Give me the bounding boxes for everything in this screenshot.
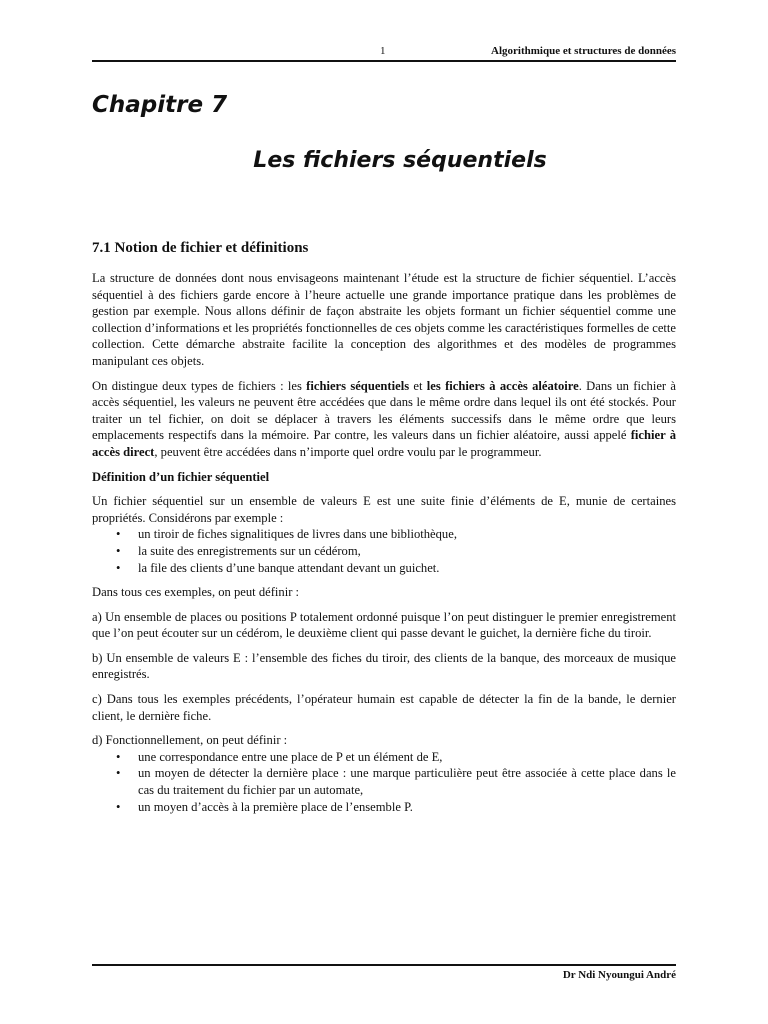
bullet-icon: • [116, 560, 121, 575]
page-number: 1 [380, 45, 386, 57]
functions-list [92, 749, 676, 815]
paragraph-definition: Un fichier séquentiel sur un ensemble de valeurs E est une suite finie d’éléments de E, munie de certaines propriétés. Considérons par exemple : [92, 494, 676, 525]
paragraph-c: c) Dans tous les exemples précédents, l’opérateur humain est capable de détecter la fin de la bande, le dernier client, le dernière fiche. [92, 692, 676, 723]
paragraph-all-examples: Dans tous ces exemples, on peut définir : [92, 585, 300, 600]
bullet-icon: • [116, 749, 121, 764]
term-random-access-files: les fichiers à accès aléatoire [426, 378, 579, 393]
list-item [92, 560, 676, 577]
text-run: , peuvent être accédées dans n’importe quel ordre voulu par le programmeur. [154, 444, 542, 459]
paragraph-b: b) Un ensemble de valeurs E : l’ensemble des fiches du tiroir, des clients de la banque, des morceaux de musique enregistrés. [92, 650, 676, 682]
paragraph-file-types [92, 378, 676, 461]
text-run: et [409, 378, 427, 393]
running-title: Algorithmique et structures de données [491, 45, 676, 57]
examples-list [92, 526, 676, 576]
chapter-title: Les fichiers séquentiels [253, 148, 547, 173]
list-item [92, 799, 676, 816]
page-header [92, 44, 676, 62]
term-sequential-files: fichiers séquentiels [306, 378, 410, 393]
list-item [92, 749, 676, 766]
section-heading: 7.1 Notion de fichier et définitions [92, 240, 309, 256]
paragraph-d: d) Fonctionnellement, on peut définir : [92, 733, 288, 748]
bullet-icon: • [116, 766, 121, 781]
list-item-text: une correspondance entre une place de P et un élément de E, [138, 749, 443, 764]
list-item [92, 765, 676, 798]
list-item [92, 543, 676, 560]
body-content [92, 238, 676, 823]
paragraph-intro: La structure de données dont nous envisageons maintenant l’étude est la structure de fichier séquentiel. L’accès séquentiel à des fichiers garde encore à l’heure actuelle une grande importance pratique dans les problèmes de gestion par exemple. Nous allons définir de façon abstraite les objets formant un fichier séquentiel comme une collection d’informations et les propriétés fonctionnelles de ces objets comme les caractéristiques formelles de cette collection. Cette démarche abstraite facilite la conception des algorithmes et des modèles de programmes manipulant ces objets. [92, 271, 676, 368]
list-item [92, 526, 676, 543]
list-item-text: un tiroir de fiches signalitiques de livres dans une bibliothèque, [138, 527, 457, 542]
list-item-text: la file des clients d’une banque attendant devant un guichet. [138, 560, 440, 575]
author-name: Dr Ndi Nyoungui André [562, 969, 676, 981]
definition-heading: Définition d’un fichier séquentiel [92, 469, 270, 484]
bullet-icon: • [116, 543, 121, 558]
list-item-text: un moyen de détecter la dernière place : une marque particulière peut être associée à cette place dans le cas du traitement du fichier par un automate, [138, 766, 676, 798]
text-run: On distingue deux types de fichiers : les [92, 378, 307, 393]
bullet-icon: • [116, 527, 121, 542]
text-run: . Dans un fichier à accès séquentiel, les valeurs ne peuvent être accédées que dans le même ordre dans lequel ils ont été stockés. Pour traiter un tel fichier, on doit se déplacer à travers les éléments successifs dans le même ordre que leurs emplacements respectifs dans la mémoire. Par contre, les valeurs dans un fichier aléatoire, aussi appelé [92, 378, 676, 443]
bullet-icon: • [116, 799, 121, 814]
page-footer [92, 964, 676, 981]
list-item-text: un moyen d’accès à la première place de l’ensemble P. [138, 799, 413, 814]
list-item-text: la suite des enregistrements sur un cédérom, [138, 543, 361, 558]
paragraph-a: a) Un ensemble de places ou positions P totalement ordonné puisque l’on peut distinguer le premier enregistrement que l’on peut écouter sur un cédérom, le deuxième client qui passe devant le guichet, la dernière fiche du tiroir. [92, 609, 676, 641]
term-direct-access-file: fichier à accès direct [92, 428, 676, 459]
chapter-label: Chapitre 7 [92, 92, 228, 118]
